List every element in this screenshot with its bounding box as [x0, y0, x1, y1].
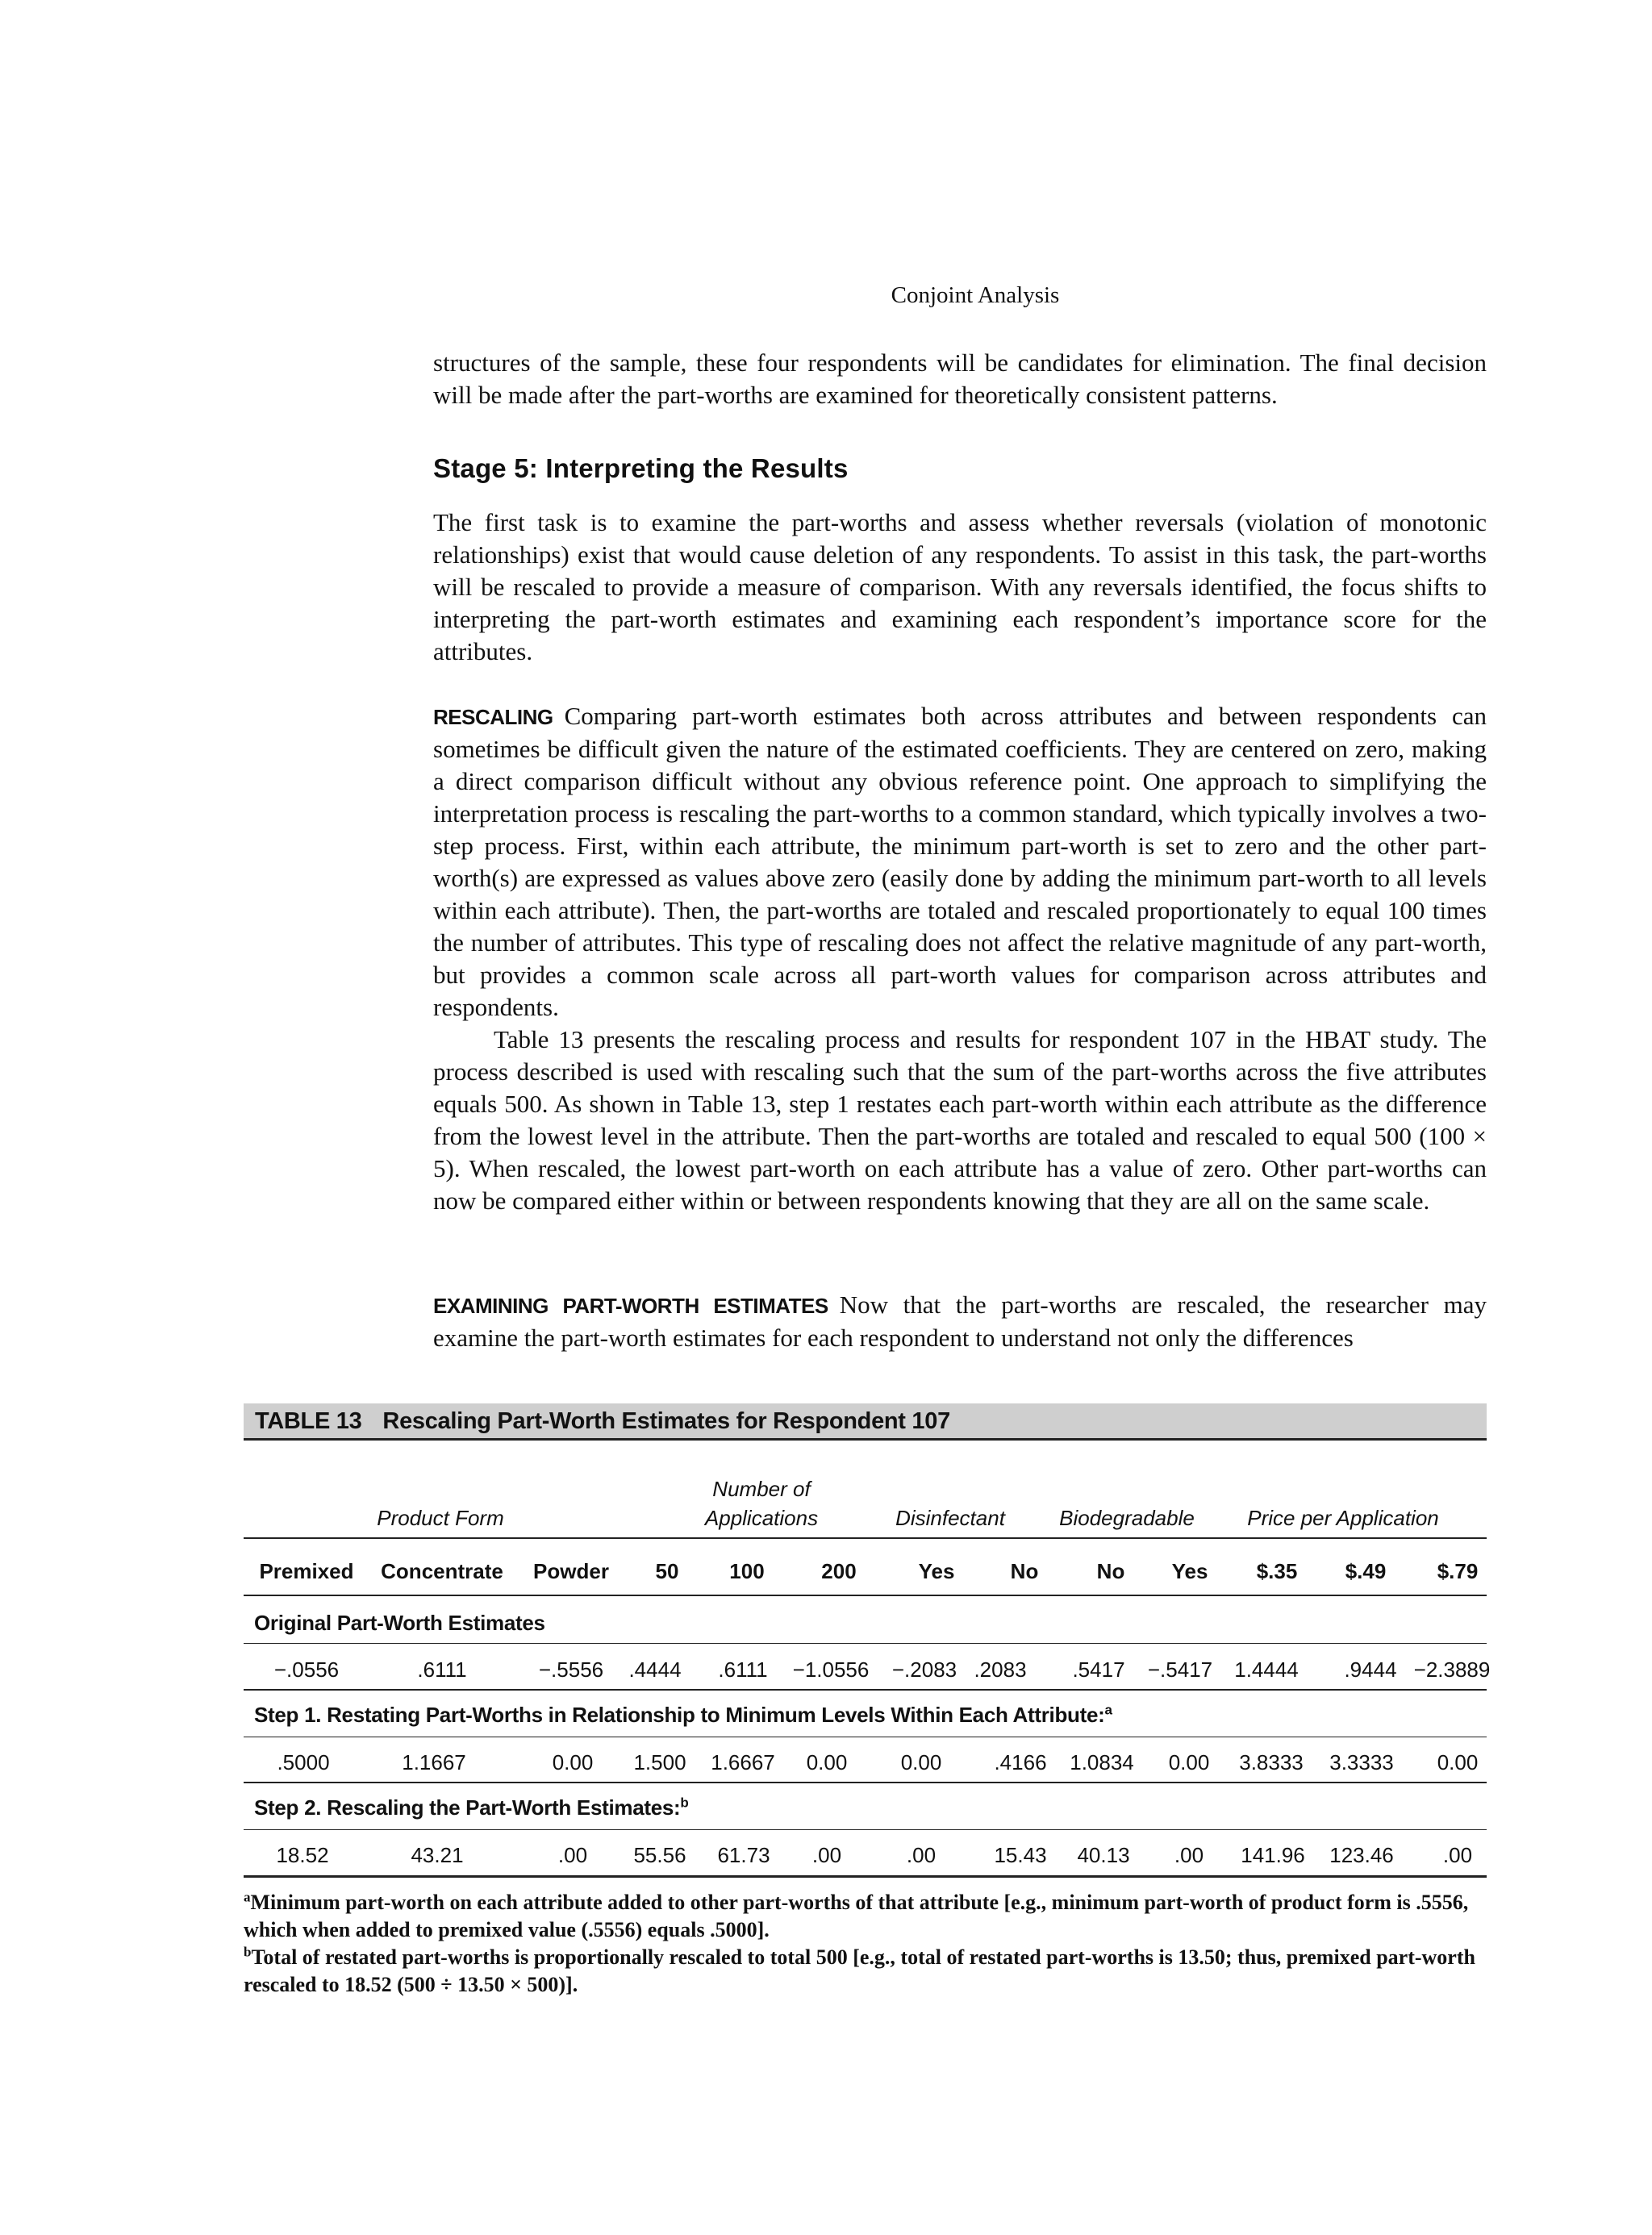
cell-step2: 15.43 [994, 1843, 1047, 1867]
cell-step2: .00 [557, 1843, 588, 1867]
col-header: No [1010, 1559, 1039, 1583]
table-title-bar [244, 1403, 1487, 1441]
cell-step1: 3.3333 [1329, 1750, 1394, 1774]
footnote-a: $^a$Minimum part-worth on each attribute added to other part-worths of that attribute [e.g., minimum part-worth of product form is .5556, which when added to premixed value (.5556) equals .5000]. [244, 1889, 1469, 1941]
rescaling-paragraph: RESCALING Comparing part-worth estimates both across attributes and between respondents can sometimes be difficult given the nature of the estimated coefficients. They are centered on zero, making a direct comparison difficult without any obvious reference point. One approach to simplifying the interpretation process is rescaling the part-worths to a common standard, which typically involves a two-step process. First, within each attribute, the minimum part-worth is set to zero and the other part-worth(s) are expressed as values above zero (easily done by adding the minimum part-worth to all levels within each attribute). Then, the part-worths are totaled and rescaled proportionately to equal 100 times the number of attributes. This type of rescaling does not affect the relative magnitude of any part-worth, but provides a common scale across all part-worth values for comparison across attributes and respondents. Table 13 presents the rescaling process and results for respondent 107 in the HBAT study. The process described is used with rescaling such that the sum of the part-worths across the five attributes equals 500. As shown in Table 13, step 1 restates each part-worth within each attribute as the difference from the lowest level in the attribute. Then the part-worths are totaled and rescaled to equal 500 (100 × 5). When rescaled, the lowest part-worth on each attribute has a value of zero. Other part-worths can now be compared either within or between respondents knowing that they are all on the same scale. [433, 700, 1487, 1217]
col-header: Premixed [259, 1559, 354, 1583]
group-applications-bottom: Applications [704, 1506, 819, 1530]
cell-original: −.5556 [538, 1657, 604, 1682]
cell-step2: 55.56 [633, 1843, 686, 1867]
column-header-rule [244, 1595, 1487, 1596]
cell-step2: 43.21 [411, 1843, 464, 1867]
table-number: TABLE 13 [255, 1408, 362, 1434]
cell-step1: 1.0834 [1070, 1750, 1134, 1774]
table-bottom-rule [244, 1875, 1487, 1878]
section-heading: Stage 5: Interpreting the Results [433, 453, 849, 483]
section-original: Original Part-Worth Estimates [254, 1611, 545, 1635]
cell-original: .9444 [1344, 1657, 1397, 1682]
col-header: Concentrate [381, 1559, 503, 1583]
intro-paragraph: structures of the sample, these four respondents will be candidates for elimination. The final decision will be made after the part-worths are examined for theoretically consistent patterns. [433, 348, 1487, 409]
col-header: 50 [655, 1559, 679, 1583]
cell-step1: 0.00 [552, 1750, 594, 1774]
cell-step2: .00 [906, 1843, 937, 1867]
group-applications-top: Number of [712, 1477, 811, 1501]
runin-heading-rescaling: RESCALING [433, 705, 553, 729]
runin-heading-examining: EXAMINING PART-WORTH ESTIMATES [433, 1294, 828, 1318]
cell-step1: 0.00 [1168, 1750, 1210, 1774]
cell-step2: 61.73 [717, 1843, 770, 1867]
cell-step1: 0.00 [900, 1750, 942, 1774]
section-rule [244, 1643, 1487, 1644]
col-header: Yes [1171, 1559, 1208, 1583]
header-rule [244, 1537, 1487, 1539]
section-step1: Step 1. Restating Part-Worths in Relationship to Minimum Levels Within Each Attribute:$^a$ [254, 1702, 1112, 1727]
section-rule [244, 1829, 1487, 1830]
cell-step2: 123.46 [1329, 1843, 1394, 1867]
col-header: Powder [533, 1559, 609, 1583]
examining-paragraph: EXAMINING PART-WORTH ESTIMATES Now that the part-worths are rescaled, the researcher may examine the part-worth estimates for each respondent to understand not only the differences [433, 1291, 1487, 1352]
cell-step2: 141.96 [1241, 1843, 1305, 1867]
cell-original: −.5417 [1147, 1657, 1213, 1682]
col-header: $.79 [1437, 1559, 1479, 1583]
cell-step1: 0.00 [1437, 1750, 1479, 1774]
group-price: Price per Application [1247, 1506, 1439, 1530]
cell-step2: .00 [1174, 1843, 1204, 1867]
section-step2: Step 2. Rescaling the Part-Worth Estimates:$^b$ [254, 1795, 689, 1820]
cell-step1: 1.1667 [402, 1750, 466, 1774]
cell-step2: 40.13 [1077, 1843, 1130, 1867]
cell-original: .6111 [417, 1657, 467, 1682]
col-header: $.49 [1345, 1559, 1387, 1583]
cell-step1: 1.500 [633, 1750, 686, 1774]
cell-original: −.0556 [273, 1657, 340, 1682]
cell-original: −1.0556 [792, 1657, 870, 1682]
section-rule [244, 1782, 1487, 1783]
group-biodegradable: Biodegradable [1059, 1506, 1195, 1530]
table-footnotes [244, 1889, 1487, 1999]
cell-original: −2.3889 [1413, 1657, 1491, 1682]
table-reference-paragraph: Table 13 presents the rescaling process and results for respondent 107 in the HBAT study. The process described is used with rescaling such that the sum of the part-worths across the five attributes equals 500. As shown in Table 13, step 1 restates each part-worth within each attribute as the difference from the lowest level in the attribute. Then the part-worths are totaled and rescaled to equal 500 (100 × 5). When rescaled, the lowest part-worth on each attribute has a value of zero. Other part-worths can now be compared either within or between respondents knowing that they are all on the same scale. [433, 1025, 1487, 1215]
cell-step1: 1.6667 [711, 1750, 775, 1774]
col-header: 100 [729, 1559, 765, 1583]
cell-step1: .5000 [277, 1750, 330, 1774]
cell-original: .5417 [1072, 1657, 1125, 1682]
cell-original: −.2083 [891, 1657, 957, 1682]
running-head: Conjoint Analysis [891, 282, 1060, 308]
group-product-form: Product Form [377, 1506, 504, 1530]
table-caption: Rescaling Part-Worth Estimates for Respondent 107 [382, 1408, 950, 1434]
cell-original: 1.4444 [1234, 1657, 1299, 1682]
col-header: $.35 [1256, 1559, 1298, 1583]
col-header: 200 [821, 1559, 857, 1583]
col-header: Yes [918, 1559, 955, 1583]
cell-original: .6111 [718, 1657, 768, 1682]
cell-step2: .00 [811, 1843, 842, 1867]
cell-original: .4444 [628, 1657, 682, 1682]
cell-step2: .00 [1442, 1843, 1473, 1867]
cell-step1: 0.00 [806, 1750, 848, 1774]
cell-step1: .4166 [994, 1750, 1047, 1774]
table-title [255, 1408, 950, 1435]
col-header: No [1096, 1559, 1125, 1583]
group-disinfectant: Disinfectant [895, 1506, 1005, 1530]
cell-step2: 18.52 [276, 1843, 329, 1867]
footnote-b: $^b$Total of restated part-worths is proportionally rescaled to total 500 [e.g., total of restated part-worths is 13.50; thus, premixed part-worth rescaled to 18.52 (500 ÷ 13.50 × 500)]. [244, 1944, 1475, 1996]
section-rule [244, 1689, 1487, 1691]
cell-step1: 3.8333 [1239, 1750, 1304, 1774]
stage-paragraph: The first task is to examine the part-worths and assess whether reversals (violation of monotonic relationships) exist that would cause deletion of any respondents. To assist in this task, the part-worths will be rescaled to provide a measure of comparison. With any reversals identified, the focus shifts to interpreting the part-worth estimates and examining each respondent’s importance score for the attributes. [433, 508, 1487, 665]
cell-original: .2083 [974, 1657, 1027, 1682]
